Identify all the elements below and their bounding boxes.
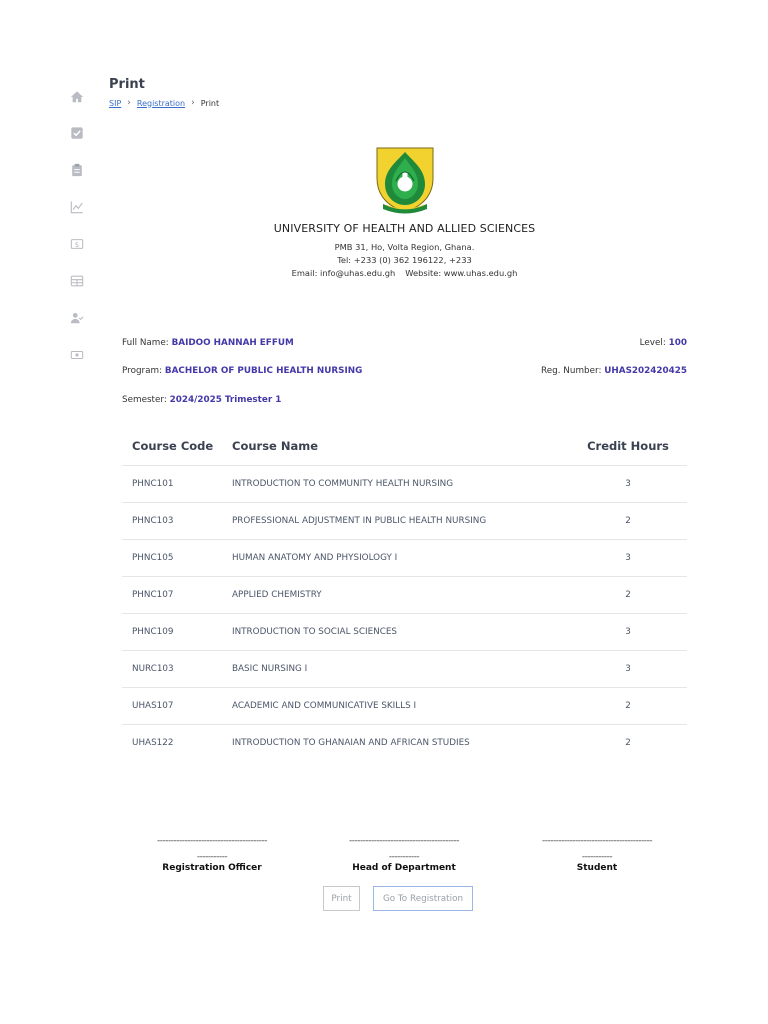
full-name-label: Full Name: — [122, 338, 169, 348]
reg-number-field — [541, 366, 687, 376]
signature-registration-officer — [122, 836, 302, 873]
table-row — [122, 465, 687, 502]
home-icon[interactable] — [62, 86, 92, 108]
credit-hours: 2 — [569, 687, 687, 724]
page-title: Print — [109, 77, 145, 92]
program-value: BACHELOR OF PUBLIC HEALTH NURSING — [164, 366, 363, 376]
chart-line-icon[interactable] — [62, 196, 92, 218]
course-name: HUMAN ANATOMY AND PHYSIOLOGY I — [232, 539, 569, 576]
table-row — [122, 687, 687, 724]
table-header-row — [122, 428, 687, 465]
course-code: PHNC107 — [122, 576, 232, 613]
user-check-icon[interactable] — [62, 307, 92, 329]
course-code: UHAS122 — [132, 737, 174, 748]
university-name: UNIVERSITY OF HEALTH AND ALLIED SCIENCES — [273, 222, 536, 235]
table-row — [122, 724, 687, 761]
signature-label: Registration Officer — [162, 863, 262, 873]
chevron-right-icon: › — [191, 98, 195, 108]
table-row — [122, 576, 687, 613]
reg-number-label: Reg. Number: — [541, 366, 602, 376]
money-icon[interactable] — [62, 344, 92, 366]
course-code: PHNC101 — [122, 465, 232, 502]
course-code: PHNC103 — [122, 502, 232, 539]
university-header — [122, 222, 687, 278]
credit-hours: 2 — [569, 576, 687, 613]
semester-field — [122, 395, 281, 405]
credit-hours: 3 — [569, 465, 687, 502]
go-to-registration-button[interactable]: Go To Registration — [373, 886, 473, 911]
course-table — [122, 428, 687, 761]
university-logo — [374, 144, 436, 218]
university-email: Email: info@uhas.edu.gh — [291, 268, 396, 278]
breadcrumb — [109, 98, 219, 108]
credit-hours: 3 — [569, 613, 687, 650]
university-contact — [122, 268, 687, 278]
signature-head-of-department — [314, 836, 494, 873]
table-row — [122, 539, 687, 576]
table-icon[interactable] — [62, 270, 92, 292]
chevron-right-icon: › — [127, 98, 131, 108]
svg-text:$: $ — [74, 240, 80, 249]
header-course-code: Course Code — [122, 428, 232, 465]
signature-student — [507, 836, 687, 873]
signature-line: ---------------------------------------- — [157, 836, 267, 846]
program-label: Program: — [122, 366, 163, 376]
signature-label: Head of Department — [352, 863, 456, 873]
header-credit-hours: Credit Hours — [569, 428, 687, 465]
full-name-value: BAIDOO HANNAH EFFUM — [171, 338, 294, 348]
course-name: INTRODUCTION TO SOCIAL SCIENCES — [232, 613, 569, 650]
table-row — [122, 650, 687, 687]
course-name: APPLIED CHEMISTRY — [232, 576, 569, 613]
credit-hours: 2 — [569, 502, 687, 539]
print-button[interactable]: Print — [323, 886, 360, 911]
dollar-icon[interactable] — [62, 233, 92, 255]
signature-line: ---------------------------------------- — [349, 836, 459, 846]
full-name-field — [122, 338, 294, 348]
course-name: INTRODUCTION TO COMMUNITY HEALTH NURSING — [232, 465, 569, 502]
semester-value: 2024/2025 Trimester 1 — [169, 395, 282, 405]
signature-label: Student — [576, 863, 618, 873]
credit-hours: 3 — [569, 650, 687, 687]
check-badge-icon[interactable] — [62, 122, 92, 144]
breadcrumb-current: Print — [200, 98, 220, 108]
credit-hours: 2 — [625, 737, 631, 748]
signature-dash: ----------- — [581, 852, 613, 862]
breadcrumb-registration-link[interactable]: Registration — [136, 98, 186, 108]
breadcrumb-sip-link[interactable]: SIP — [109, 98, 122, 108]
credit-hours: 3 — [569, 539, 687, 576]
course-name: PROFESSIONAL ADJUSTMENT IN PUBLIC HEALTH NURSING — [232, 502, 569, 539]
course-code: PHNC109 — [122, 613, 232, 650]
course-name: BASIC NURSING I — [232, 650, 569, 687]
header-course-name: Course Name — [232, 428, 569, 465]
signature-dash: ----------- — [196, 852, 228, 862]
level-field — [640, 338, 687, 348]
clipboard-icon[interactable] — [62, 159, 92, 181]
level-value: 100 — [668, 338, 687, 348]
university-tel: Tel: +233 (0) 362 196122, +233 — [337, 255, 472, 265]
table-row — [122, 613, 687, 650]
reg-number-value: UHAS202420425 — [604, 366, 687, 376]
course-name: ACADEMIC AND COMMUNICATIVE SKILLS I — [232, 687, 569, 724]
table-row — [122, 502, 687, 539]
university-website: Website: www.uhas.edu.gh — [405, 268, 518, 278]
course-code: PHNC105 — [122, 539, 232, 576]
semester-label: Semester: — [122, 395, 167, 405]
signature-dash: ----------- — [388, 852, 420, 862]
university-address: PMB 31, Ho, Volta Region, Ghana. — [334, 242, 475, 252]
course-name: INTRODUCTION TO GHANAIAN AND AFRICAN STUDIES — [232, 737, 470, 748]
signature-line: ---------------------------------------- — [542, 836, 652, 846]
course-code: NURC103 — [122, 650, 232, 687]
course-code: UHAS107 — [122, 687, 232, 724]
program-field — [122, 366, 362, 376]
level-label: Level: — [639, 338, 666, 348]
